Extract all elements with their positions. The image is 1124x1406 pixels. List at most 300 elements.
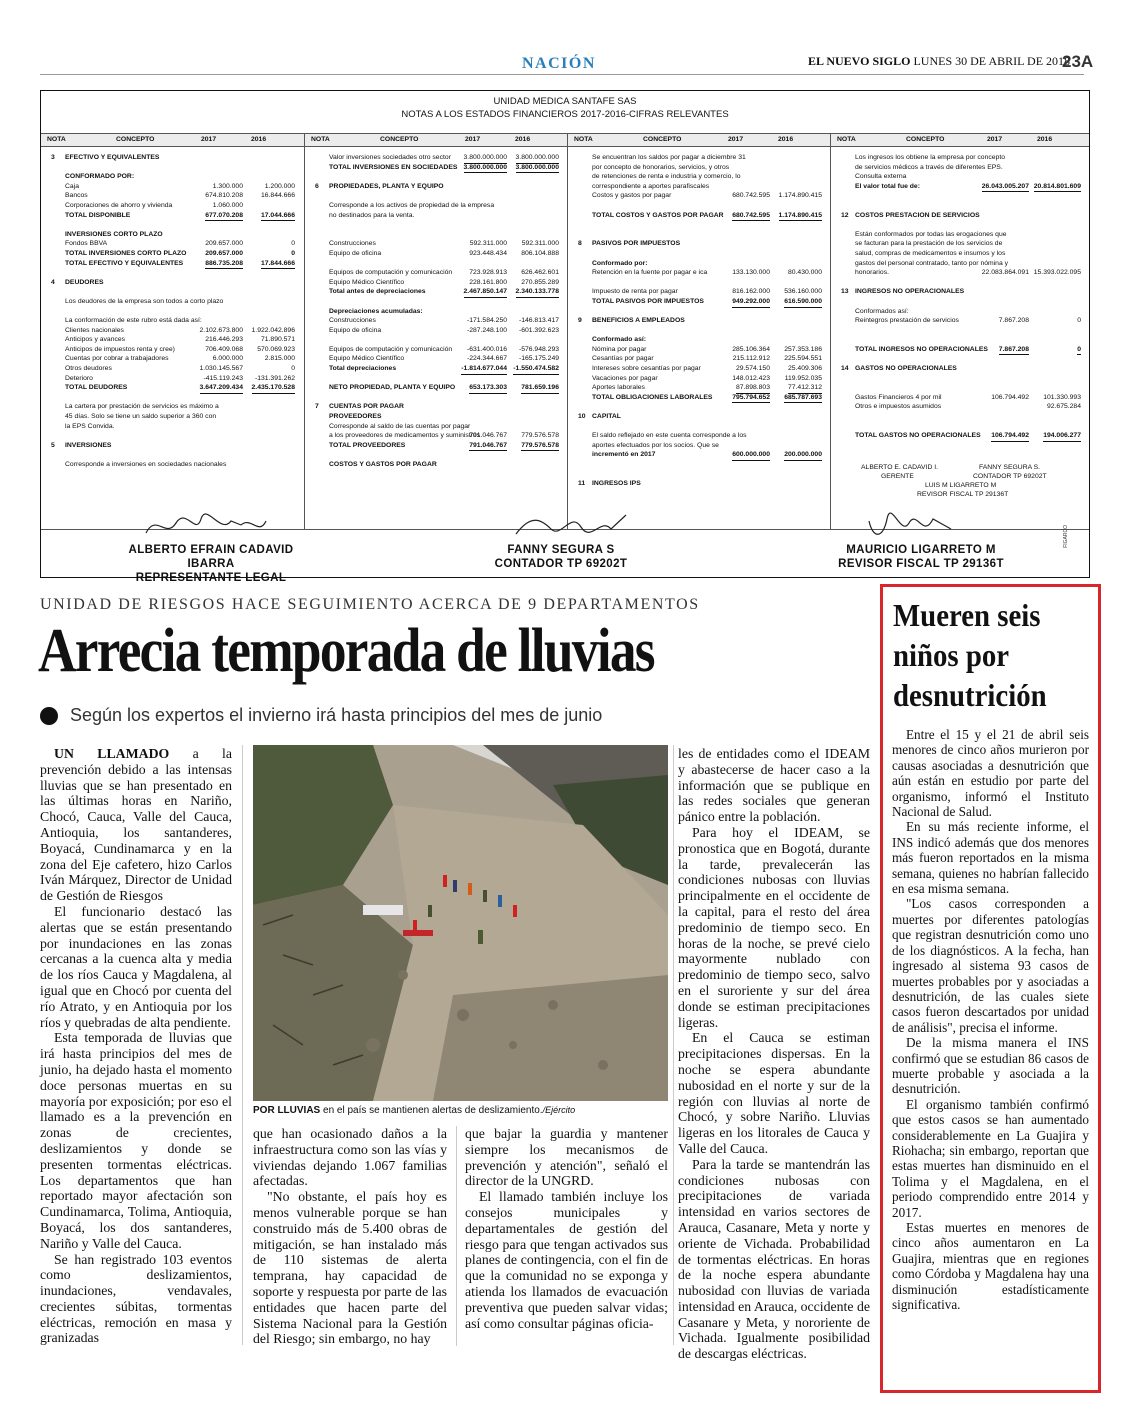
value-2017: 2.102.673.800 bbox=[199, 326, 243, 334]
note-row bbox=[831, 163, 1089, 173]
note-row bbox=[305, 431, 567, 441]
note-concept: por concepto de honorarios, servicios, y otros bbox=[592, 163, 730, 171]
note-concept: Otros deudores bbox=[65, 365, 112, 373]
value-2017: 285.106.364 bbox=[732, 345, 770, 353]
note-concept: Vacaciones por pagar bbox=[592, 374, 658, 382]
value-2016: 685.787.693 bbox=[784, 393, 822, 404]
note-row bbox=[568, 393, 830, 403]
value-2017: 148.012.423 bbox=[732, 374, 770, 382]
value-2016: 2.815.000 bbox=[264, 355, 295, 363]
sidebar-body bbox=[892, 727, 1089, 1312]
note-row bbox=[831, 326, 1089, 336]
note-concept: TOTAL INVERSIONES CORTO PLAZO bbox=[65, 249, 187, 257]
note-concept: Valor inversiones sociedades otro sector bbox=[329, 154, 451, 161]
paragraph: El llamado también incluye los consejos municipales y departamentales de gestión del riesgo para que tengan activados sus planes de contingencia, con el fin de que la comunidad no se exponga y atienda los llamados de evacuación preventiva que pueden salvar vidas; así como consultar páginas oficia- bbox=[465, 1189, 668, 1331]
header-rule bbox=[40, 74, 1084, 75]
column-header-label: CONCEPTO bbox=[906, 136, 945, 143]
note-concept: TOTAL DISPONIBLE bbox=[65, 211, 131, 219]
column-header-label: CONCEPTO bbox=[380, 136, 419, 143]
value-2017: 106.794.492 bbox=[991, 393, 1029, 401]
note-row bbox=[305, 220, 567, 230]
note-concept: no destinados para la venta. bbox=[329, 211, 415, 219]
note-row bbox=[305, 374, 567, 384]
column-header-label: 2016 bbox=[778, 136, 794, 143]
note-row bbox=[305, 297, 567, 307]
value-2016: 1.200.000 bbox=[264, 182, 295, 190]
note-concept: Bancos bbox=[65, 192, 88, 200]
note-row bbox=[41, 182, 303, 192]
note-concept: Los deudores de la empresa son todos a corto plazo bbox=[65, 297, 224, 305]
value-2017: -224.344.667 bbox=[466, 355, 507, 363]
paragraph: que bajar la guardia y mantener siempre los mecanismos de prevención y atención", señaló el director de la UNGRD. bbox=[465, 1126, 668, 1189]
note-concept: Se encuentran los saldos por pagar a diciembre 31 bbox=[592, 154, 746, 161]
note-concept: El valor total fue de: bbox=[855, 182, 920, 190]
value-2016: 1.174.890.415 bbox=[779, 211, 822, 222]
note-concept: de servicios médicos a través de diferentes EPS. bbox=[855, 163, 1003, 171]
note-row bbox=[305, 307, 567, 317]
column-rule bbox=[673, 745, 674, 1345]
column-header-label: 2017 bbox=[465, 136, 481, 143]
note-concept: TOTAL PASIVOS POR IMPUESTOS bbox=[592, 297, 704, 305]
value-2016: 119.952.035 bbox=[784, 374, 822, 382]
value-2017: 209.657.000 bbox=[205, 240, 243, 248]
note-row bbox=[831, 364, 1089, 374]
value-2017: 29.574.150 bbox=[735, 365, 770, 373]
note-row bbox=[41, 450, 303, 460]
note-concept: INVERSIONES bbox=[65, 441, 112, 449]
column-rule bbox=[456, 1126, 457, 1346]
note-row bbox=[568, 431, 830, 441]
note-concept: Intereses sobre cesantías por pagar bbox=[592, 365, 701, 373]
note-concept: de retenciones de renta e industria y comercio, lo bbox=[592, 173, 741, 181]
note-row bbox=[41, 287, 303, 297]
photo-caption bbox=[253, 1105, 668, 1116]
note-concept: TOTAL DEUDORES bbox=[65, 384, 128, 392]
note-concept: la EPS Convida. bbox=[65, 422, 115, 430]
note-row bbox=[568, 239, 830, 249]
column-header-label: NOTA bbox=[47, 136, 66, 143]
note-row bbox=[831, 249, 1089, 259]
note-row bbox=[831, 422, 1089, 432]
value-2017: 106.794.492 bbox=[991, 431, 1029, 442]
paragraph: Estas muertes en menores de cinco años aumentaron en La Guajira, mientras que en regiones como Córdoba y Magdalena hay una disminución estadísticamente significativa. bbox=[892, 1220, 1089, 1313]
value-2016: 1.174.890.415 bbox=[778, 192, 822, 200]
value-2016: 0 bbox=[291, 249, 295, 257]
article-column-4 bbox=[678, 746, 870, 1362]
note-concept: Conformado así: bbox=[592, 336, 647, 344]
note-concept: Equipo de oficina bbox=[329, 326, 382, 334]
note-row bbox=[305, 383, 567, 393]
note-concept: TOTAL OBLIGACIONES LABORALES bbox=[592, 393, 713, 401]
value-2016: 17.044.666 bbox=[261, 211, 295, 222]
note-concept: Aportes laborales bbox=[592, 384, 645, 392]
note-concept: Nómina por pagar bbox=[592, 345, 647, 353]
note-row bbox=[568, 412, 830, 422]
column-header-label: 2016 bbox=[515, 136, 531, 143]
note-concept: Fondos BBVA bbox=[65, 240, 108, 248]
note-row bbox=[305, 354, 567, 364]
value-2017: 723.928.913 bbox=[469, 269, 507, 277]
value-2016: 781.659.196 bbox=[521, 383, 559, 394]
note-row bbox=[568, 163, 830, 173]
value-2017: 674.810.208 bbox=[205, 192, 243, 200]
value-2016: 194.006.277 bbox=[1043, 431, 1081, 442]
value-2016: 225.594.551 bbox=[784, 355, 822, 363]
value-2016: -1.550.474.582 bbox=[513, 364, 559, 375]
sidebar-box bbox=[880, 584, 1101, 1393]
note-row bbox=[831, 153, 1089, 163]
note-concept: COSTOS PRESTACION DE SERVICIOS bbox=[855, 211, 980, 219]
note-row bbox=[831, 172, 1089, 182]
value-2016: 2.435.170.528 bbox=[252, 383, 295, 394]
signature-scrawl bbox=[861, 511, 961, 541]
value-2017: 680.742.595 bbox=[732, 211, 770, 222]
signature-block bbox=[111, 543, 311, 585]
note-concept: Cuentas por cobrar a trabajadores bbox=[65, 355, 169, 363]
paragraph: Para hoy el IDEAM, se pronostica que en Bogotá, durante la tarde, prevalecerán las condiciones nubosas con lluvias principalmente en el occidente de la capital, para el resto del área predominio de tiempo seco. En horas de la noche, se prevé cielo mayormente nublado con predominio de tiempo seco, salvo en el suroriente y sur del área donde se estiman precipitaciones ligeras. bbox=[678, 824, 870, 1030]
value-2017: 1.030.145.567 bbox=[199, 365, 243, 373]
value-2017: 795.794.652 bbox=[732, 393, 770, 404]
column-header-label: CONCEPTO bbox=[643, 136, 682, 143]
paragraph: Entre el 15 y el 21 de abril seis menores de cinco años murieron por causas asociadas a desnutrición que aún están en estudio por parte del organismo, informó el Instituto Nacional de Salud. bbox=[892, 727, 1089, 820]
note-row bbox=[568, 345, 830, 355]
note-row bbox=[568, 268, 830, 278]
paragraph: El organismo también confirmó que estos casos se han aumentado considerablemente en La Guajira y Riohacha; sin embargo, reportan que estas muertes han disminuido en el Tolima y el Magdalena, en el periodo comprendido entre 2014 y 2017. bbox=[892, 1096, 1089, 1220]
value-2016: -131.391.262 bbox=[254, 374, 295, 382]
note-number: 6 bbox=[315, 182, 319, 190]
value-2017: 886.735.208 bbox=[205, 259, 243, 270]
note-concept: PROPIEDADES, PLANTA Y EQUIPO bbox=[329, 182, 444, 190]
value-2017: 6.000.000 bbox=[212, 355, 243, 363]
note-row bbox=[41, 268, 303, 278]
lead-bold: UN LLAMADO bbox=[54, 746, 170, 761]
note-row bbox=[41, 259, 303, 269]
note-row bbox=[568, 191, 830, 201]
note-row bbox=[41, 460, 303, 470]
paragraph: Para la tarde se mantendrán las condiciones nubosas con precipitaciones de variada intensidad en varios sectores de Arauca, Casanare, Meta y norte y oriente de Vichada. Probabilidad de tormentas eléctricas. En horas de la noche espera abundante nubosidad con lluvias de variada intensidad en Arauca, occidente de Casanare y Meta, y nororiente de Vichada. Igualmente posibilidad de descargas eléctricas. bbox=[678, 1156, 870, 1362]
value-2017: 600.000.000 bbox=[732, 450, 770, 461]
value-2017: 228.161.800 bbox=[469, 278, 507, 286]
note-concept: Depreciaciones acumuladas: bbox=[329, 307, 423, 315]
value-2016: 20.814.801.609 bbox=[1034, 182, 1081, 193]
note-concept: Conformados así: bbox=[855, 307, 909, 315]
signer-role: CONTADOR TP 69202T bbox=[494, 558, 628, 570]
note-concept: Equipo Médico Científico bbox=[329, 278, 405, 286]
note-concept: Total depreciaciones bbox=[329, 365, 397, 373]
value-2017: -171.584.250 bbox=[466, 317, 507, 325]
note-concept: PASIVOS POR IMPUESTOS bbox=[592, 240, 681, 248]
column-header-label: 2016 bbox=[1037, 136, 1053, 143]
note-concept: Equipo de oficina bbox=[329, 249, 382, 257]
value-2016: 77.412.312 bbox=[788, 383, 822, 394]
landslide-photo-illustration bbox=[253, 745, 668, 1101]
note-row bbox=[41, 441, 303, 451]
note-row bbox=[568, 374, 830, 384]
value-2017: 209.657.000 bbox=[205, 249, 243, 257]
note-row bbox=[568, 479, 830, 489]
note-row bbox=[568, 364, 830, 374]
note-concept: Corporaciones de ahorro y vivienda bbox=[65, 201, 173, 209]
value-2016: 257.353.186 bbox=[784, 345, 822, 353]
mini-sig-name: FANNY SEGURA S. bbox=[979, 464, 1041, 471]
mini-sig-name: ALBERTO E. CADAVID I. bbox=[861, 464, 939, 471]
note-row bbox=[568, 422, 830, 432]
note-row bbox=[41, 431, 303, 441]
note-row bbox=[305, 402, 567, 412]
note-row bbox=[568, 307, 830, 317]
note-number: 5 bbox=[51, 441, 55, 449]
value-2016: 80.430.000 bbox=[787, 269, 822, 277]
note-concept: CONFORMADO POR: bbox=[65, 173, 135, 181]
note-row bbox=[568, 249, 830, 259]
note-concept: Equipos de computación y comunicación bbox=[329, 345, 453, 353]
note-row bbox=[41, 393, 303, 403]
note-concept: Consulta externa bbox=[855, 173, 907, 181]
value-2017: 133.130.000 bbox=[732, 269, 770, 277]
lead-text: a la prevención debido a las intensas lluvias que se han presentado en las últimas horas en Nariño, Chocó, Cauca, Valle del Cauca, Antioquia, los santanderes, Boyacá, Cundinamarca y en la zona del Eje cafetero, hizo Carlos Iván Márquez, Director de Unidad de Gestión de Riesgos bbox=[40, 746, 232, 904]
note-concept: TOTAL INVERSIONES EN SOCIEDADES bbox=[329, 163, 458, 171]
note-row bbox=[305, 153, 567, 163]
note-row bbox=[568, 335, 830, 345]
note-concept: La conformación de este rubro está dada así: bbox=[65, 317, 202, 325]
note-row bbox=[41, 278, 303, 288]
note-row bbox=[568, 211, 830, 221]
sidebar-headline-line: niños por bbox=[893, 637, 1010, 673]
note-row bbox=[568, 201, 830, 211]
mini-sig-role: GERENTE bbox=[881, 473, 914, 480]
note-concept: BENEFICIOS A EMPLEADOS bbox=[592, 317, 685, 325]
note-number: 14 bbox=[841, 365, 849, 373]
note-row bbox=[41, 153, 303, 163]
masthead-info bbox=[808, 54, 1070, 69]
column-header bbox=[41, 133, 303, 147]
lead-paragraph bbox=[40, 746, 232, 904]
note-concept: se facturan para la prestación de los servicios de bbox=[855, 240, 1003, 248]
article-column-2 bbox=[253, 1126, 447, 1347]
note-row bbox=[41, 402, 303, 412]
value-2016: 779.576.578 bbox=[521, 432, 559, 440]
note-concept: Caja bbox=[65, 182, 79, 190]
note-row bbox=[41, 374, 303, 384]
column-header-label: 2017 bbox=[987, 136, 1003, 143]
signer-role: REVISOR FISCAL TP 29136T bbox=[838, 558, 1004, 570]
column-header bbox=[305, 133, 567, 147]
note-row bbox=[305, 230, 567, 240]
note-row bbox=[831, 201, 1089, 211]
note-row bbox=[41, 201, 303, 211]
value-2017: 2.467.850.147 bbox=[464, 287, 507, 298]
note-concept: CUENTAS POR PAGAR bbox=[329, 403, 404, 411]
note-row bbox=[305, 335, 567, 345]
value-2017: 1.060.000 bbox=[212, 201, 243, 209]
paragraph: En el Cauca se estiman precipitaciones dispersas. En la noche se espera abundante nubosidad en el norte y sur de la región con lluvias al norte de Chocó, y sobre Nariño. Lluvias ligeras en los litorales de Cauca y Valle del Cauca. bbox=[678, 1030, 870, 1156]
note-row bbox=[305, 172, 567, 182]
note-row bbox=[831, 182, 1089, 192]
note-number: 13 bbox=[841, 288, 849, 296]
note-concept: Corresponde a los activos de propiedad de la empresa bbox=[329, 201, 495, 209]
note-row bbox=[41, 297, 303, 307]
value-2016: 0 bbox=[1077, 345, 1081, 356]
note-concept: Cesantías por pagar bbox=[592, 355, 654, 363]
photo-credit: /Ejército bbox=[542, 1105, 576, 1115]
note-concept: Otros e impuestos asumidos bbox=[855, 403, 942, 411]
column-header-label: 2017 bbox=[201, 136, 217, 143]
note-row bbox=[568, 153, 830, 163]
column-header-label: NOTA bbox=[837, 136, 856, 143]
note-row bbox=[831, 412, 1089, 422]
note-row bbox=[41, 191, 303, 201]
sidebar-headline-line: desnutrición bbox=[893, 677, 1047, 713]
note-concept: EFECTIVO Y EQUIVALENTES bbox=[65, 154, 160, 161]
value-2016: -601.392.623 bbox=[518, 326, 559, 334]
note-row bbox=[41, 345, 303, 355]
note-concept: Corresponde al saldo de las cuentas por pagar bbox=[329, 422, 471, 430]
value-2017: 791.046.767 bbox=[469, 432, 507, 440]
note-row bbox=[831, 431, 1089, 441]
paragraph: les de entidades como el IDEAM y abastecerse de hacer caso a la información que se publique en las redes sociales que generan pánico entre la población. bbox=[678, 746, 870, 825]
note-row bbox=[831, 402, 1089, 412]
note-concept: honorarios. bbox=[855, 269, 890, 277]
note-number: 4 bbox=[51, 278, 55, 286]
value-2016: 3.800.000.000 bbox=[516, 163, 559, 174]
paragraph: En su más reciente informe, el INS indicó además que dos menores más fueron reportados en la misma semana, quienes no habrían fallecido en esa misma semana. bbox=[892, 819, 1089, 897]
note-concept: Construcciones bbox=[329, 317, 376, 325]
note-row bbox=[305, 268, 567, 278]
value-2017: 3.800.000.000 bbox=[464, 163, 507, 174]
signature-scrawl bbox=[141, 511, 271, 541]
note-number: 11 bbox=[578, 480, 586, 488]
note-concept: Deterioro bbox=[65, 374, 93, 382]
note-row bbox=[305, 422, 567, 432]
value-2016: 570.069.923 bbox=[257, 345, 295, 353]
value-2017: 680.742.595 bbox=[732, 192, 770, 200]
note-row bbox=[568, 297, 830, 307]
value-2017: -287.248.100 bbox=[466, 326, 507, 334]
note-concept: TOTAL PROVEEDORES bbox=[329, 441, 406, 449]
signer-name: FANNY SEGURA S bbox=[507, 544, 615, 556]
note-row bbox=[831, 230, 1089, 240]
value-2016: 2.340.133.778 bbox=[516, 287, 559, 298]
signer-name: MAURICIO LIGARRETO M bbox=[846, 544, 996, 556]
note-number: 10 bbox=[578, 413, 586, 421]
note-concept: Impuesto de renta por pagar bbox=[592, 288, 678, 296]
paper-name: EL NUEVO SIGLO bbox=[808, 54, 911, 68]
notes-column-1 bbox=[41, 133, 303, 568]
note-row bbox=[568, 287, 830, 297]
notes-column-4 bbox=[831, 133, 1089, 568]
value-2017: 677.070.208 bbox=[205, 211, 243, 222]
column-header-label: NOTA bbox=[311, 136, 330, 143]
column-rule bbox=[242, 745, 243, 1345]
note-row bbox=[305, 182, 567, 192]
mini-sig-role: REVISOR FISCAL TP 29136T bbox=[917, 491, 1009, 498]
note-row bbox=[305, 364, 567, 374]
note-row bbox=[305, 326, 567, 336]
note-concept: TOTAL GASTOS NO OPERACIONALES bbox=[855, 432, 981, 440]
note-row bbox=[305, 239, 567, 249]
note-row bbox=[305, 412, 567, 422]
note-concept: Costos y gastos por pagar bbox=[592, 192, 672, 200]
note-concept: GASTOS NO OPERACIONALES bbox=[855, 365, 957, 373]
note-row bbox=[305, 460, 567, 470]
note-row bbox=[568, 326, 830, 336]
value-2017: 1.300.000 bbox=[212, 182, 243, 190]
value-2017: 215.112.912 bbox=[732, 355, 770, 363]
note-row bbox=[305, 393, 567, 403]
note-concept: INGRESOS NO OPERACIONALES bbox=[855, 288, 965, 296]
value-2017: 791.046.767 bbox=[469, 441, 507, 452]
note-row bbox=[41, 422, 303, 432]
value-2016: 101.330.993 bbox=[1043, 393, 1081, 401]
note-row bbox=[41, 335, 303, 345]
value-2017: 653.173.303 bbox=[469, 383, 507, 394]
column-header bbox=[831, 133, 1089, 147]
note-concept: TOTAL EFECTIVO Y EQUIVALENTES bbox=[65, 259, 184, 267]
value-2017: 816.162.000 bbox=[732, 288, 770, 296]
value-2016: 15.393.022.095 bbox=[1033, 269, 1081, 277]
note-row bbox=[41, 239, 303, 249]
note-row bbox=[831, 374, 1089, 384]
value-2016: -165.175.249 bbox=[518, 355, 559, 363]
note-concept: COSTOS Y GASTOS POR PAGAR bbox=[329, 461, 437, 468]
column-header bbox=[568, 133, 830, 147]
note-row bbox=[41, 249, 303, 259]
note-number: 7 bbox=[315, 403, 319, 411]
note-row bbox=[568, 354, 830, 364]
value-2017: -631.400.016 bbox=[466, 345, 507, 353]
signature-scrawl bbox=[511, 509, 631, 541]
value-2016: 270.855.289 bbox=[521, 278, 559, 286]
value-2016: 200.000.000 bbox=[784, 450, 822, 461]
note-concept: Anticipos de impuestos renta y cree) bbox=[65, 345, 175, 353]
value-2016: 626.462.601 bbox=[521, 269, 559, 277]
note-concept: salud, compras de medicamentos e insumos y los bbox=[855, 249, 1006, 257]
note-concept: TOTAL COSTOS Y GASTOS POR PAGAR bbox=[592, 211, 724, 219]
note-row bbox=[831, 345, 1089, 355]
note-row bbox=[41, 220, 303, 230]
note-row bbox=[568, 383, 830, 393]
note-concept: TOTAL INGRESOS NO OPERACIONALES bbox=[855, 345, 988, 353]
note-row bbox=[831, 278, 1089, 288]
mini-sig-role: CONTADOR TP 69202T bbox=[973, 473, 1047, 480]
page-number: 23A bbox=[1062, 52, 1094, 71]
note-row bbox=[831, 335, 1089, 345]
paragraph: "Los casos corresponden a muertes por diferentes patologías que registran desnutrición como uno de los diagnósticos. A la fecha, han ingresado al sistema 93 casos de muertes probables por y asociadas a desnutrición, de las cuales siete casos fueron descartados por unidad de análisis", precisa el informe. bbox=[892, 896, 1089, 1035]
note-concept: Los ingresos los obtiene la empresa por concepto bbox=[855, 154, 1005, 161]
note-concept: Clientes nacionales bbox=[65, 326, 124, 334]
note-concept: La cartera por prestación de servicios es máximo a bbox=[65, 403, 219, 411]
note-row bbox=[305, 211, 567, 221]
note-concept: a los proveedores de medicamentos y suministros bbox=[329, 432, 481, 440]
note-row bbox=[41, 316, 303, 326]
note-row bbox=[568, 460, 830, 470]
sidebar-headline-line: Mueren seis bbox=[893, 597, 1041, 633]
note-concept: Equipos de computación y comunicación bbox=[329, 269, 453, 277]
note-concept: Conformado por: bbox=[592, 259, 648, 267]
value-2016: 3.800.000.000 bbox=[516, 153, 559, 164]
value-2017: 3.800.000.000 bbox=[464, 153, 507, 164]
paragraph: Se han registrado 103 eventos como deslizamientos, inundaciones, vendavales, crecientes súbitas, tormentas eléctricas, remoción en masa y granizadas bbox=[40, 1251, 232, 1346]
note-row bbox=[568, 278, 830, 288]
note-number: 8 bbox=[578, 240, 582, 248]
note-row bbox=[568, 259, 830, 269]
note-row bbox=[831, 287, 1089, 297]
column-header-label: 2017 bbox=[728, 136, 744, 143]
note-row bbox=[831, 211, 1089, 221]
note-row bbox=[41, 354, 303, 364]
note-concept: Total antes de depreciaciones bbox=[329, 288, 426, 296]
note-row bbox=[831, 220, 1089, 230]
